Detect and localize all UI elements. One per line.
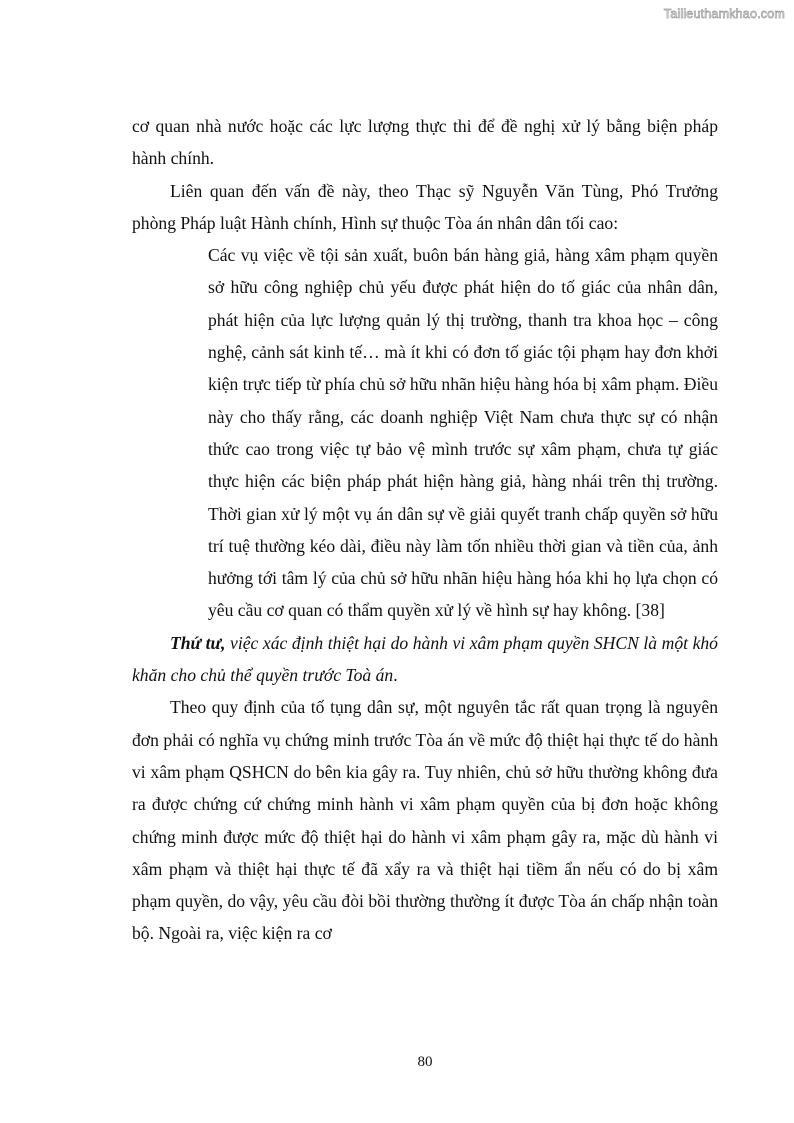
document-body [132,110,718,950]
fourth-point-text: việc xác định thiệt hại do hành vi xâm phạm quyền SHCN là một khó khăn cho chủ thể quyền trước Toà án [132,632,718,686]
page-number: 80 [417,1054,433,1070]
paragraph-intro-quote: Liên quan đến vấn đề này, theo Thạc sỹ Nguyễn Văn Tùng, Phó Trưởng phòng Pháp luật Hành chính, Hình sự thuộc Tòa án nhân dân tối cao: [132,180,718,233]
paragraph-fourth-point [132,627,718,692]
fourth-point-period: . [393,665,398,686]
fourth-point-lead: Thứ tư, [170,632,226,653]
paragraph-continuation: cơ quan nhà nước hoặc các lực lượng thực thi để đề nghị xử lý bằng biện pháp hành chính. [132,116,718,169]
block-quote: Các vụ việc về tội sản xuất, buôn bán hàng giả, hàng xâm phạm quyền sở hữu công nghiệp chủ yếu được phát hiện do tố giác của nhân dân, phát hiện của lực lượng quản lý thị trường, thanh tra khoa học – công nghệ, cảnh sát kinh tế… mà ít khi có đơn tố giác tội phạm hay đơn khởi kiện trực tiếp từ phía chủ sở hữu nhãn hiệu hàng hóa bị xâm phạm. Điều này cho thấy rằng, các doanh nghiệp Việt Nam chưa thực sự có nhận thức cao trong việc tự bảo vệ mình trước sự xâm phạm, chưa tự giác thực hiện các biện pháp phát hiện hàng giả, hàng nhái trên thị trường. Thời gian xử lý một vụ án dân sự về giải quyết tranh chấp quyền sở hữu trí tuệ thường kéo dài, điều này làm tốn nhiều thời gian và tiền của, ảnh hưởng tới tâm lý của chủ sở hữu nhãn hiệu hàng hóa khi họ lựa chọn có yêu cầu cơ quan có thẩm quyền xử lý về hình sự hay không. [38] [208,245,718,621]
paragraph-damages: Theo quy định của tố tụng dân sự, một nguyên tắc rất quan trọng là nguyên đơn phải có nghĩa vụ chứng minh trước Tòa án về mức độ thiệt hại thực tế do hành vi xâm phạm QSHCN do bên kia gây ra. Tuy nhiên, chủ sở hữu thường không đưa ra được chứng cứ chứng minh hành vi xâm phạm quyền của bị đơn hoặc không chứng minh được mức độ thiệt hại do hành vi xâm phạm gây ra, mặc dù hành vi xâm phạm và thiệt hại thực tế đã xẩy ra và thiệt hại tiềm ẩn nếu có do bị xâm phạm quyền, do vậy, yêu cầu đòi bồi thường thường ít được Tòa án chấp nhận toàn bộ. Ngoài ra, việc kiện ra cơ [132,697,718,944]
watermark-text: Tailieuthamkhao.com [663,7,785,21]
